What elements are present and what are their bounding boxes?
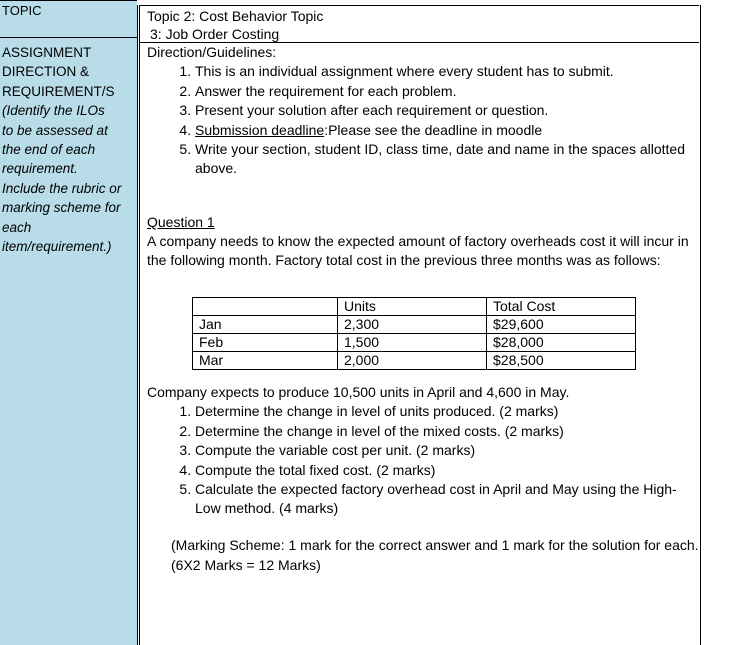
table-header-cell <box>193 298 338 316</box>
question-text: A company needs to know the expected amount of factory overheads cost it will incur in the following month. Factory total cost in the previous three months was as follows: <box>147 233 689 269</box>
assignment-note-line: to be assessed at <box>2 122 108 138</box>
assignment-note-line: the end of each <box>2 142 96 158</box>
topic-title-line-1: Topic 2: Cost Behavior Topic <box>147 8 324 24</box>
total-cost-cell: $28,500 <box>487 352 636 370</box>
units-cell: 2,300 <box>338 316 487 334</box>
direction-item: 1. This is an individual assignment where every student has to submit. <box>195 62 697 81</box>
cost-table <box>192 297 636 370</box>
units-cell: 2,000 <box>338 352 487 370</box>
topic-label: TOPIC <box>2 3 42 18</box>
requirement-item: 2. Determine the change in level of the mixed costs. (2 marks) <box>195 422 697 441</box>
assignment-line: REQUIREMENT/S <box>2 83 115 99</box>
assignment-note-line: item/requirement.) <box>2 239 112 255</box>
deadline-text: :Please see the deadline in moodle <box>324 121 543 138</box>
month-cell: Jan <box>193 316 338 334</box>
table-header-cell: Units <box>338 298 487 316</box>
topic-title-line-2: 3: Job Order Costing <box>150 26 280 42</box>
direction-item-deadline <box>195 121 697 140</box>
requirement-item: 1. Determine the change in level of units produced. (2 marks) <box>195 402 697 421</box>
direction-item: 5. Write your section, student ID, class time, date and name in the spaces allotted above. <box>195 140 697 179</box>
assignment-note-line: (Identify the ILOs <box>2 103 105 119</box>
assignment-line: ASSIGNMENT <box>2 45 92 60</box>
table-row <box>193 334 636 352</box>
requirement-item: 4. Compute the total fixed cost. (2 marks) <box>195 461 697 480</box>
table-row <box>193 352 636 370</box>
month-cell: Feb <box>193 334 338 352</box>
deadline-label: Submission deadline <box>195 121 325 138</box>
table-header-cell: Total Cost <box>487 298 636 316</box>
table-row <box>193 316 636 334</box>
requirement-item: 5. Calculate the expected factory overhead cost in April and May using the High-Low method. (4 marks) <box>195 480 697 519</box>
assignment-note-line: each <box>2 219 32 235</box>
assignment-note-line: requirement. <box>2 161 78 177</box>
marking-scheme: (Marking Scheme: 1 mark for the correct answer and 1 mark for the solution for each. (6X2 Marks = 12 Marks) <box>171 537 699 573</box>
requirements-list <box>147 402 697 518</box>
assignment-line: DIRECTION & <box>2 64 90 80</box>
direction-item: 2. Answer the requirement for each problem. <box>195 82 697 101</box>
total-cost-cell: $29,600 <box>487 316 636 334</box>
direction-item: 3. Present your solution after each requirement or question. <box>195 101 697 120</box>
requirements-section <box>147 383 697 519</box>
directions-section <box>147 43 697 179</box>
assignment-note-line: Include the rubric or <box>2 180 122 196</box>
assignment-note-line: marking scheme for <box>2 200 121 216</box>
month-cell: Mar <box>193 352 338 370</box>
units-cell: 1,500 <box>338 334 487 352</box>
requirements-intro: Company expects to produce 10,500 units in April and 4,600 in May. <box>147 384 570 400</box>
assignment-label <box>2 43 137 256</box>
directions-list <box>147 62 697 178</box>
table-header-row <box>193 298 636 316</box>
question-heading: Question 1 <box>147 214 215 230</box>
topic-title <box>147 7 323 43</box>
topic-label-cell <box>0 0 137 38</box>
total-cost-cell: $28,000 <box>487 334 636 352</box>
directions-heading: Direction/Guidelines: <box>147 44 277 60</box>
requirement-item: 3. Compute the variable cost per unit. (2 marks) <box>195 441 697 460</box>
